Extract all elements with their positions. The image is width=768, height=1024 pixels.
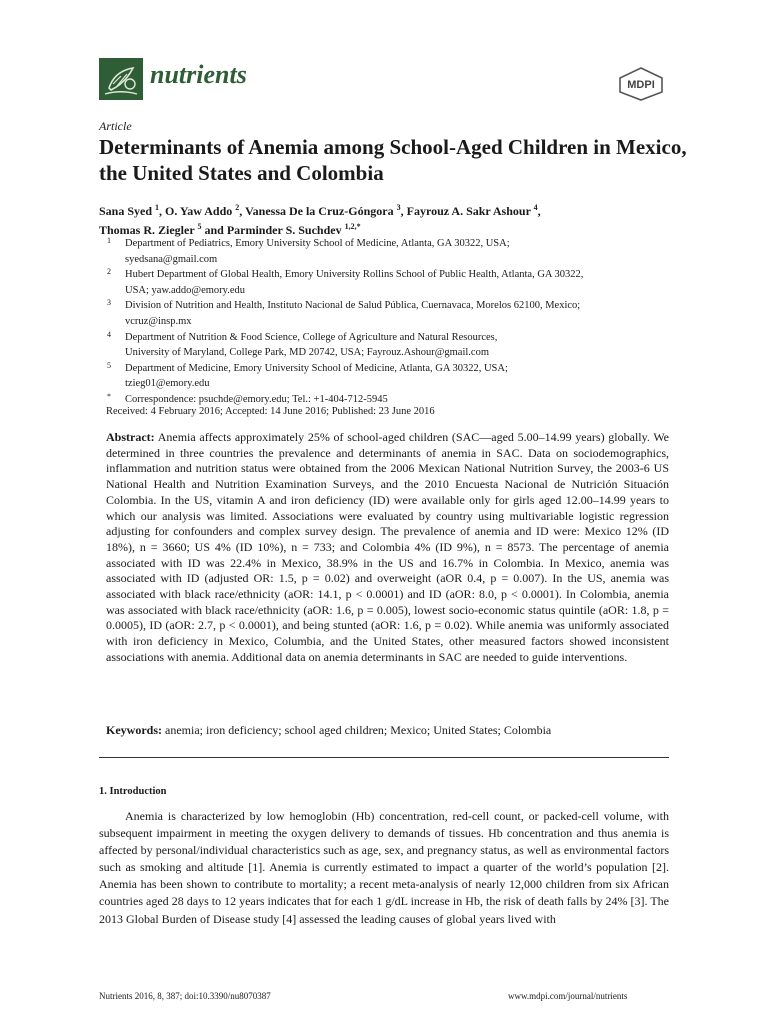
author-affiliation-marker: 5 (197, 222, 202, 231)
affiliation-item (99, 298, 689, 329)
author-affiliation-marker: 2 (235, 203, 240, 212)
abstract (106, 430, 669, 666)
affiliation-line: Correspondence: psuchde@emory.edu; Tel.: +1-404-712-5945 (125, 393, 388, 405)
journal-name: nutrients (150, 60, 247, 89)
affiliation-number: 5 (107, 360, 111, 370)
affiliation-item (99, 236, 689, 267)
affiliation-list (99, 236, 689, 408)
author-affiliation-marker: 1 (155, 203, 160, 212)
affiliation-line: University of Maryland, College Park, MD 20742, USA; Fayrouz.Ashour@gmail.com (125, 347, 489, 359)
affiliation-item (99, 267, 689, 298)
author-name: Vanessa De la Cruz-Góngora (245, 204, 397, 218)
keywords-label: Keywords: (106, 723, 162, 737)
author-name: Thomas R. Ziegler (99, 223, 198, 237)
keywords-text: anemia; iron deficiency; school aged children; Mexico; United States; Colombia (165, 723, 552, 737)
author-affiliation-marker: 3 (396, 203, 401, 212)
author-name: Fayrouz A. Sakr Ashour (406, 204, 534, 218)
affiliation-number: 4 (107, 329, 111, 339)
author-name: Parminder S. Suchdev (226, 223, 345, 237)
abstract-text: Anemia affects approximately 25% of school-aged children (SAC—aged 5.00–14.99 years) globally. We determined in three countries the prevalence and determinants of anemia in SAC. Data on sociodemographics, inflammation and nutrition status were obtained from the 2006 Mexican National Nutrition Survey, the 2003-6 US National Health and Nutrition Examination Surveys, and the 2010 Encuesta Nacional de Nutrición Situación Colombia. In the US, vitamin A and iron deficiency (ID) were available only for girls aged 12.00–14.99 years to which our analysis was limited. Associations were evaluated by country using multivariable logistic regression adjusting for confounders and complex survey design. The prevalence of anemia and ID were: Mexico 12% (ID 18%), n = 3660; US 4% (ID 10%), n = 733; and Colombia 4% (ID 9%), n = 8573. The percentage of anemia associated with ID was 22.4% in Mexico, 38.9% in the US and 16.7% in Colombia. In Mexico, anemia was associated with ID (adjusted OR: 1.5, p = 0.02) and overweight (aOR 0.4, p = 0.007). In the US, anemia was associated with black race/ethnicity (aOR: 14.1, p < 0.0001) and ID (aOR: 8.0, p < 0.0001). In Colombia, anemia was associated with black race/ethnicity (aOR: 1.6, p = 0.005), lowest socio-economic status quintile (aOR: 1.8, p = 0.0005), ID (aOR: 2.7, p < 0.0001), and being stunted (aOR: 1.6, p = 0.02). While anemia was uniformly associated with iron deficiency in Mexico, Columbia, and the United States, other measured factors showed inconsistent associations with anemia. Additional data on anemia determinants in SAC are needed to guide interventions. (106, 430, 670, 664)
author-name: Sana Syed (99, 204, 156, 218)
keywords (106, 723, 669, 738)
footer-citation: Nutrients 2016, 8, 387; doi:10.3390/nu8070387 (99, 991, 271, 1001)
affiliation-number: * (107, 391, 111, 401)
mdpi-logo-text: MDPI (627, 79, 655, 91)
affiliation-line: USA; yaw.addo@emory.edu (125, 284, 245, 296)
paper-title: Determinants of Anemia among School-Aged Children in Mexico, the United States and Colombia (99, 135, 687, 185)
author-list: Sana Syed $^1$, O. Yaw Addo $^2$, Vanessa De la Cruz-Góngora $^3$, Fayrouz A. Sakr Ashour $^4$, Thomas R. Ziegler $^5$ and Parminder S. Suchdev $^{1,2,*}$ (99, 203, 541, 237)
affiliation-line: Department of Pediatrics, Emory University School of Medicine, Atlanta, GA 30322, USA; (125, 238, 510, 249)
affiliation-line: vcruz@insp.mx (125, 315, 192, 327)
section-heading-introduction: 1. Introduction (99, 786, 167, 797)
affiliation-line: Hubert Department of Global Health, Emory University Rollins School of Public Health, Atlanta, GA 30322, (125, 269, 584, 281)
affiliation-number: 2 (107, 267, 111, 277)
affiliation-item (99, 330, 689, 361)
introduction-text: Anemia is characterized by low hemoglobin (Hb) concentration, red-cell count, or packed-cell volume, with subsequent impairment in meeting the oxygen delivery to demands of tissues. Hb concentration and thus anemia is affected by personal/individual characteristics such as age, sex, and pregnancy status, as well as environmental factors such as smoking and altitude [1]. Anemia is currently estimated to impact a quarter of the world’s population [2]. Anemia has been shown to contribute to mortality; a recent meta-analysis of nearly 12,000 children from six African countries aged 28 days to 12 years indicates that for each 1 g/dL increase in Hb, the risk of death falls by 24% [3]. The 2013 Global Burden of Disease study [4] assessed the leading causes of global years lived with (99, 809, 669, 926)
affiliation-number: 3 (107, 298, 111, 308)
author-affiliation-marker: 1,2,* (344, 222, 361, 231)
author-name: O. Yaw Addo (165, 204, 236, 218)
affiliation-line: tzieg01@emory.edu (125, 378, 210, 390)
affiliation-line: Department of Medicine, Emory University School of Medicine, Atlanta, GA 30322, USA; (125, 362, 508, 374)
nutrients-logo-icon (99, 58, 143, 100)
publication-dates: Received: 4 February 2016; Accepted: 14 June 2016; Published: 23 June 2016 (106, 406, 435, 417)
section-divider (99, 757, 669, 758)
abstract-label: Abstract: (106, 430, 155, 444)
affiliation-line: Division of Nutrition and Health, Instituto Nacional de Salud Pública, Cuernavaca, Morelos 62100, Mexico; (125, 300, 581, 312)
mdpi-logo-icon (612, 66, 670, 102)
affiliation-line: syedsana@gmail.com (125, 253, 218, 265)
article-type: Article (99, 119, 132, 133)
footer-url[interactable]: www.mdpi.com/journal/nutrients (508, 991, 628, 1001)
affiliation-number: 1 (107, 236, 111, 245)
author-affiliation-marker: 4 (533, 203, 538, 212)
affiliation-line: Department of Nutrition & Food Science, College of Agriculture and Natural Resources, (125, 331, 498, 343)
affiliation-item (99, 361, 689, 392)
